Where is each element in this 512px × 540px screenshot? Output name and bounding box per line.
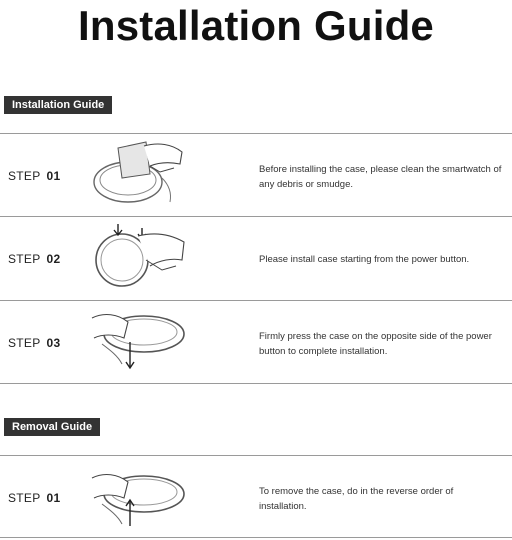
installation-guide-tag: Installation Guide <box>4 96 112 114</box>
clean-watch-illustration <box>88 138 198 210</box>
divider <box>0 216 512 217</box>
divider <box>0 537 512 538</box>
install-step-1-label: STEP 01 <box>8 169 61 183</box>
divider <box>0 455 512 456</box>
install-step-3-text: Firmly press the case on the opposite side of the power button to complete installation. <box>259 331 492 357</box>
remove-case-illustration <box>88 460 198 532</box>
divider <box>0 300 512 301</box>
page-title: Installation Guide <box>78 2 434 49</box>
removal-step-1-text: To remove the case, do in the reverse order of installation. <box>259 486 454 512</box>
install-step-2-text: Please install case starting from the power button. <box>259 254 470 265</box>
install-from-power-button-illustration <box>88 220 198 292</box>
install-step-3-label: STEP 03 <box>8 336 61 350</box>
divider <box>0 383 512 384</box>
removal-step-1-label: STEP 01 <box>8 491 61 505</box>
removal-guide-tag: Removal Guide <box>4 418 100 436</box>
install-step-1-text: Before installing the case, please clean the smartwatch of any debris or smudge. <box>259 164 502 190</box>
divider <box>0 133 512 134</box>
install-step-2-label: STEP 02 <box>8 252 61 266</box>
press-case-illustration <box>88 304 198 376</box>
